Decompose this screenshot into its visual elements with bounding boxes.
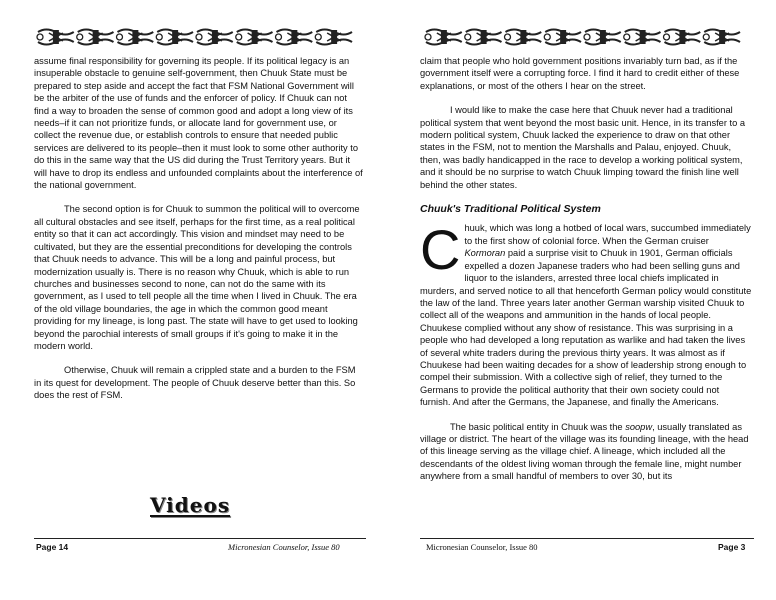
text-run: paid a surprise visit to Chuuk in 1901, German officials expelled a dozen Japanese traders who had been selling guns and liquor to the islanders, arrested three local chiefs implicated in murders, and served notice to all that henceforth German policy would constitute the law of the land. Three years later another German warship visited Chuuk to collect all of the weapons and ammunition in the hands of local people. Chuukese complied without any show of resistance. This was surprising in a people who had developed a long reputation as warlike and had taken the lives of several white traders during the previous thirty years. It was almost as if Chuukese had been waiting decades for a show of leadership strong enough to compel their submission. With a collective sigh of relief, they turned to the Germans to provide the political authority that their own society could not furnish. And after the Germans, the Japanese, and finally the Americans.	[420, 248, 752, 408]
footer-publication: Micronesian Counselor, Issue 80	[228, 542, 340, 552]
footer-page-number: Page 14	[36, 542, 69, 552]
footer-page-number: Page 3	[718, 542, 746, 552]
scroll-ornament	[703, 30, 740, 45]
scroll-ornament	[117, 30, 154, 45]
right-page	[388, 0, 776, 600]
videos-section-heading: Videos	[150, 493, 231, 517]
left-article-column	[34, 55, 364, 414]
scroll-ornament	[584, 30, 621, 45]
drop-cap: C	[420, 218, 461, 282]
article-paragraph	[420, 218, 752, 408]
text-run: huuk, which was long a hotbed of local wars, succumbed immediately to the first show of colonial force. When the German cruiser	[464, 223, 751, 246]
section-heading: Chuuk's Traditional Political System	[420, 203, 601, 216]
article-paragraph	[420, 421, 752, 483]
scroll-ornament	[664, 30, 701, 45]
footer-divider	[34, 538, 366, 539]
scroll-ornament	[544, 30, 581, 45]
footer-publication: Micronesian Counselor, Issue 80	[426, 542, 538, 552]
text-run: The basic political entity in Chuuk was the	[450, 421, 626, 432]
ship-name: Kormoran	[464, 248, 506, 259]
text-run: , usually translated as village or district. The heart of the village was its founding lineage, with the head of this lineage serving as the village chief. A lineage, which included all the descendants of the oldest living woman through the female line, might number anywhere from a small handful of members to over 30, but its	[420, 421, 749, 482]
ornamental-banner-icon	[36, 26, 354, 48]
scroll-ornament	[236, 30, 273, 45]
scroll-ornament	[77, 30, 114, 45]
article-paragraph: assume final responsibility for governing its people. If its political legacy is an insuperable obstacle to genuine self-government, then Chuuk State must be prepared to step aside and accept the fact that FSM National Government will be the arbiter of the use of funds and the enforcer of policy. If Chuuk can not find a way to broaden the sense of common good and adopt a long view of its needs–if it can not prioritize funds, or allocate land for government use, or collect the revenue due, or establish controls to ensure that needed public services are delivered to its people–then it must look to some other authority to do this in the same way that the US did during the Trust Territory years. But it will have to drop its endless and unfounded complaints about the interference of the national government.	[34, 56, 363, 191]
article-paragraph: Otherwise, Chuuk will remain a crippled state and a burden to the FSM in its quest for development. The people of Chuuk deserve better than this. So does the rest of FSM.	[34, 365, 356, 401]
scroll-ornament	[624, 30, 661, 45]
scroll-ornament	[465, 30, 502, 45]
article-paragraph: The second option is for Chuuk to summon the political will to overcome all cultural obstacles and see itself, perhaps for the first time, as a real political entity so that it can act accordingly. This vision and mindset may need to be cultivated, but they are the essential preconditions for developing the controls that Chuuk needs to advance. This will be a long and painful process, but modernization usually is. There is no reason why Chuuk, which is able to run churches and businesses second to none, can not do the same with its government, as I used to tell people all the time when I lived in Chuuk. The era of the old village boundaries, the age in which the common good meant providing for my lineage, is long past. The state will have to get used to looking beyond the parochial interests of small groups if it's going to make it in the modern world.	[34, 204, 360, 351]
scroll-ornament	[196, 30, 233, 45]
scroll-ornament	[425, 30, 462, 45]
term: soopw	[625, 421, 653, 432]
article-paragraph: claim that people who hold government positions invariably turn bad, as if the government itself were a corrupting force. I find it hard to credit either of these explanations, or most of the others I hear on the street.	[420, 56, 740, 91]
scroll-ornament	[505, 30, 542, 45]
footer-divider	[420, 538, 754, 539]
scroll-ornament	[315, 30, 352, 45]
scroll-ornament	[276, 30, 313, 45]
ornamental-banner-icon	[424, 26, 742, 48]
scroll-ornament	[156, 30, 193, 45]
scroll-ornament	[37, 30, 74, 45]
right-article-column	[420, 55, 752, 495]
article-paragraph: I would like to make the case here that Chuuk never had a traditional political system that went beyond the most basic unit. Hence, in its transfer to a modern political system, Chuuk lacked the experience to draw on that other states in the FSM, not to mention the Marshalls and Palau, enjoyed. Chuuk, then, was badly handicapped in the race to develop a working political system, and it should be no surprise to watch Chuuk limping toward the finish line well behind the other states.	[420, 105, 746, 190]
